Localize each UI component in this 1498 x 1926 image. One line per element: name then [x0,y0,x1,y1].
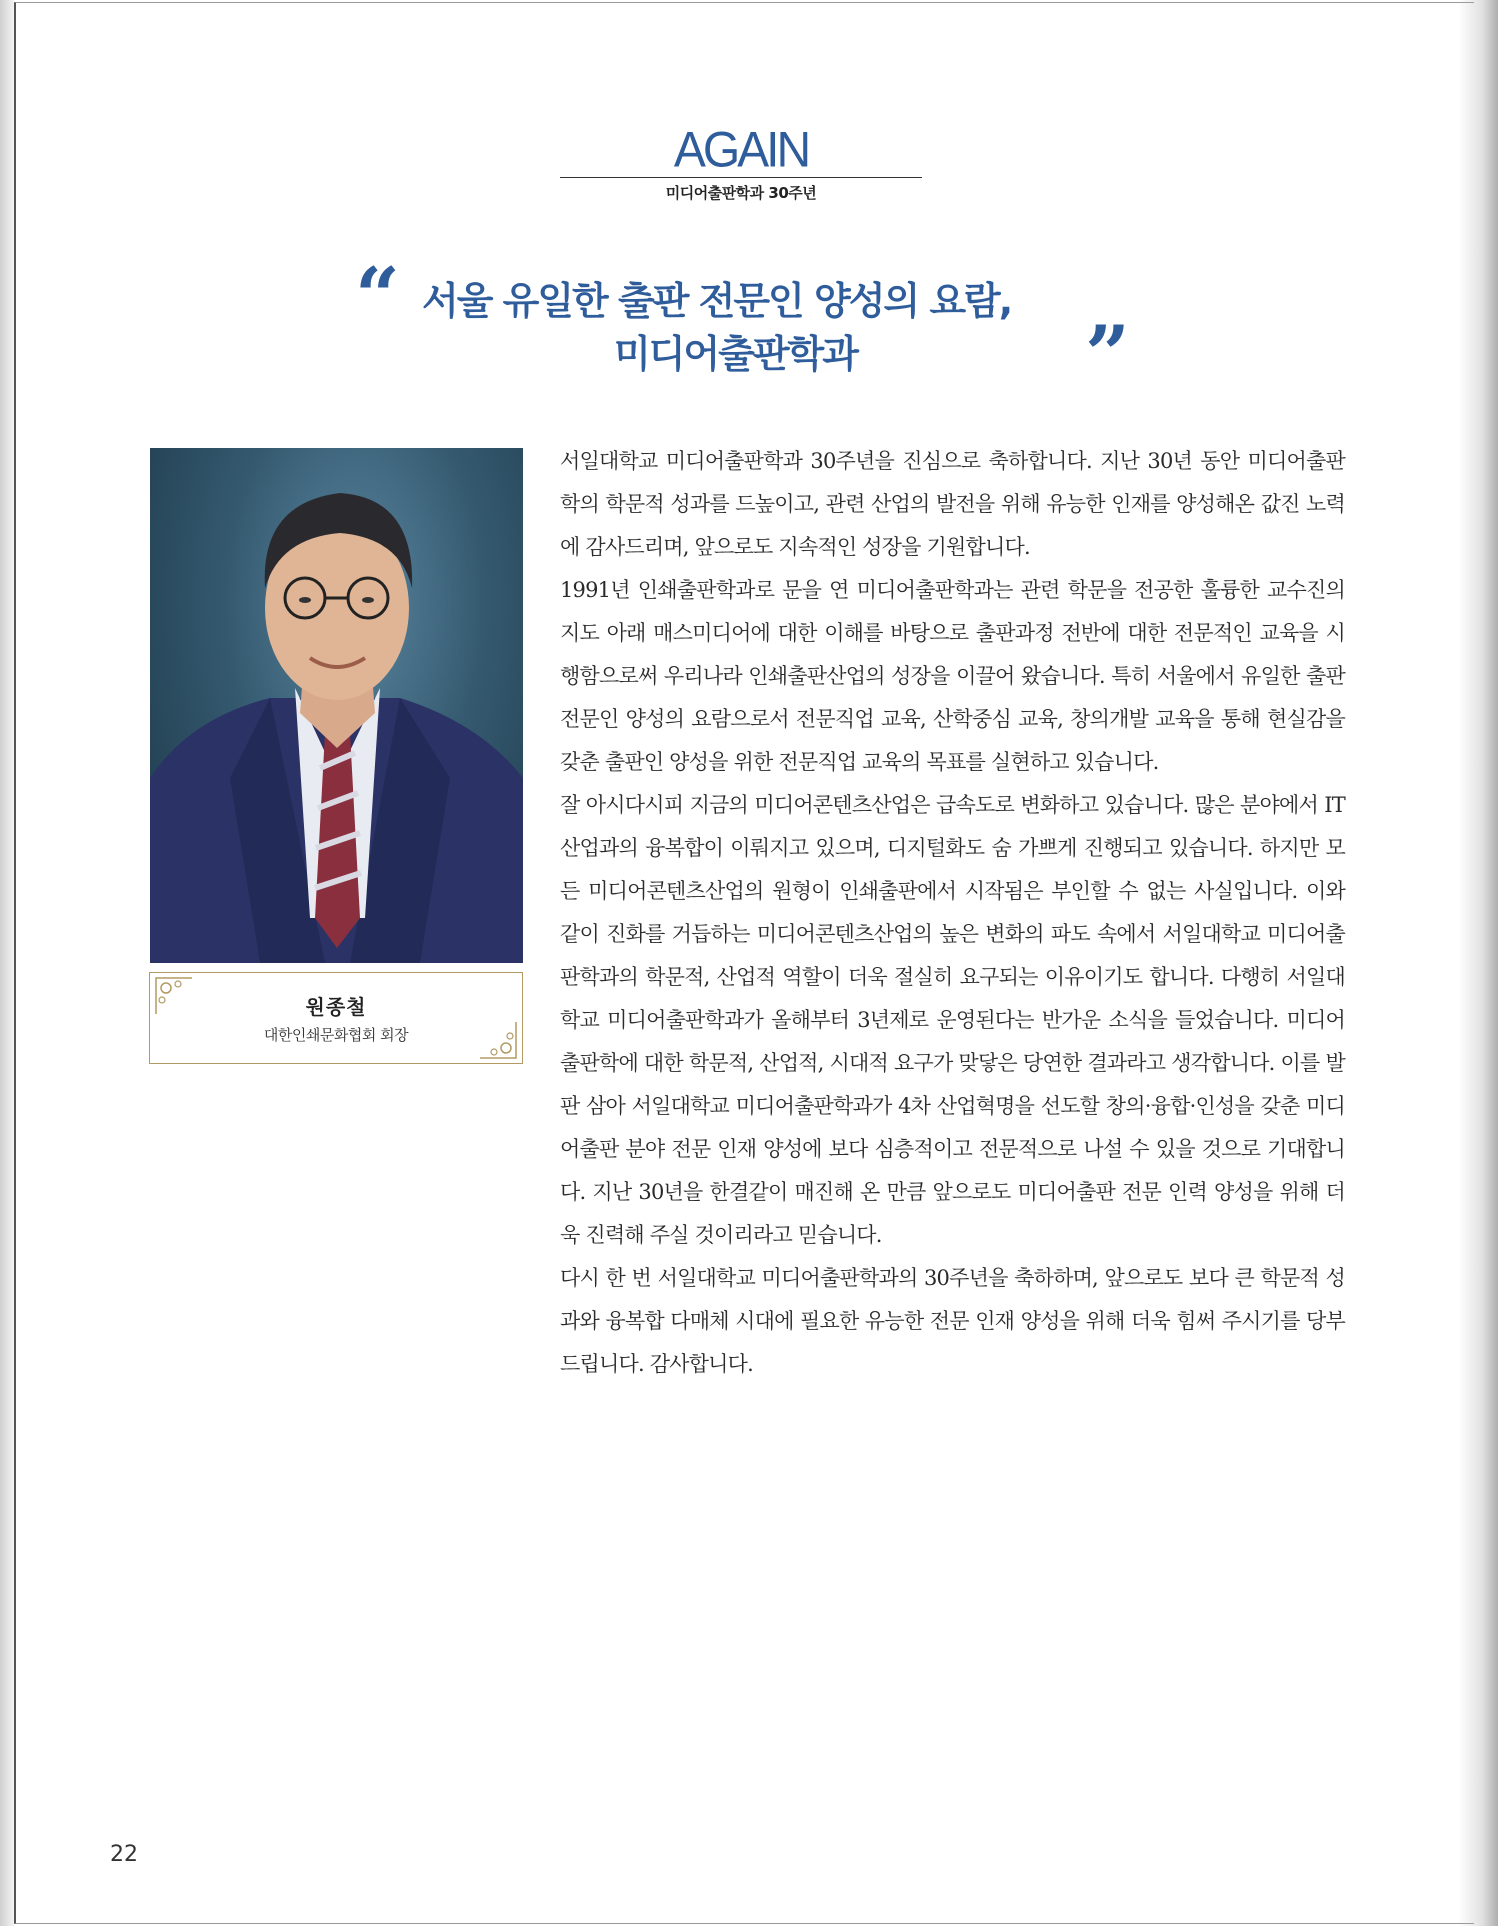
body-paragraph: 잘 아시다시피 지금의 미디어콘텐츠산업은 급속도로 변화하고 있습니다. 많은 분야에서 IT산업과의 융복합이 이뤄지고 있으며, 디지털화도 숨 가쁘게 진행되고 있습니다. 하지만 모든 미디어콘텐츠산업의 원형이 인쇄출판에서 시작됨은 부인할 수 없는 사실입니다. 이와 같이 진화를 거듭하는 미디어콘텐츠산업의 높은 변화의 파도 속에서 서일대학교 미디어출판학과의 학문적, 산업적 역할이 더욱 절실히 요구되는 이유이기도 합니다. 다행히 서일대학교 미디어출판학과가 올해부터 3년제로 운영된다는 반가운 소식을 들었습니다. 미디어출판학에 대한 학문적, 산업적, 시대적 요구가 맞닿은 당연한 결과라고 생각합니다. 이를 발판 삼아 서일대학교 미디어출판학과가 4차 산업혁명을 선도할 창의·융합·인성을 갖춘 미디어출판 분야 전문 인재 양성에 보다 심층적이고 전문적으로 나설 수 있을 것으로 기대합니다. 지난 30년을 한결같이 매진해 온 만큼 앞으로도 미디어출판 전문 인력 양성을 위해 더욱 진력해 주실 것이리라고 믿습니다. [560,793,1345,1247]
page-spine-shadow [1458,0,1498,1926]
open-quote-icon: “ [355,251,400,342]
again-logo: AGAIN [673,122,809,179]
caption-role: 대한인쇄문화협회 회장 [263,1026,409,1044]
body-paragraph: 1991년 인쇄출판학과로 문을 연 미디어출판학과는 관련 학문을 전공한 훌륭한 교수진의 지도 아래 매스미디어에 대한 이해를 바탕으로 출판과정 전반에 대한 전문적인 교육을 시행함으로써 우리나라 인쇄출판산업의 성장을 이끌어 왔습니다. 특히 서울에서 유일한 출판 전문인 양성의 요람으로서 전문직업 교육, 산학중심 교육, 창의개발 교육을 통해 현실감을 갖춘 출판인 양성을 위한 전문직업 교육의 목표를 실현하고 있습니다. [560,578,1345,774]
portrait-illustration [150,448,523,963]
close-quote-icon: ” [1085,309,1130,400]
ornament-corner-icon [154,976,194,1016]
body-paragraph: 서일대학교 미디어출판학과 30주년을 진심으로 축하합니다. 지난 30년 동안 미디어출판학의 학문적 성과를 드높이고, 관련 산업의 발전을 위해 유능한 인재를 양성해온 값진 노력에 감사드리며, 앞으로도 지속적인 성장을 기원합니다. [560,449,1345,559]
header-subtitle: 미디어출판학과 30주년 [665,184,817,202]
headline-line-1: 서울 유일한 출판 전문인 양성의 요람, [422,279,1012,323]
body-paragraph: 다시 한 번 서일대학교 미디어출판학과의 30주년을 축하하며, 앞으로도 보다 큰 학문적 성과와 융복합 다매체 시대에 필요한 유능한 전문 인재 양성을 위해 더욱 힘써 주시기를 당부 드립니다. 감사합니다. [560,1266,1345,1376]
page-left-edge [0,0,14,1926]
article-body [560,440,1345,1386]
headline-line-2: 미디어출판학과 [614,332,857,376]
photo-caption [149,972,523,1064]
portrait-photo [150,448,523,963]
page-number: 22 [110,1842,138,1867]
caption-name: 원종철 [305,995,367,1019]
ornament-corner-icon [478,1020,518,1060]
page-header [546,122,936,203]
